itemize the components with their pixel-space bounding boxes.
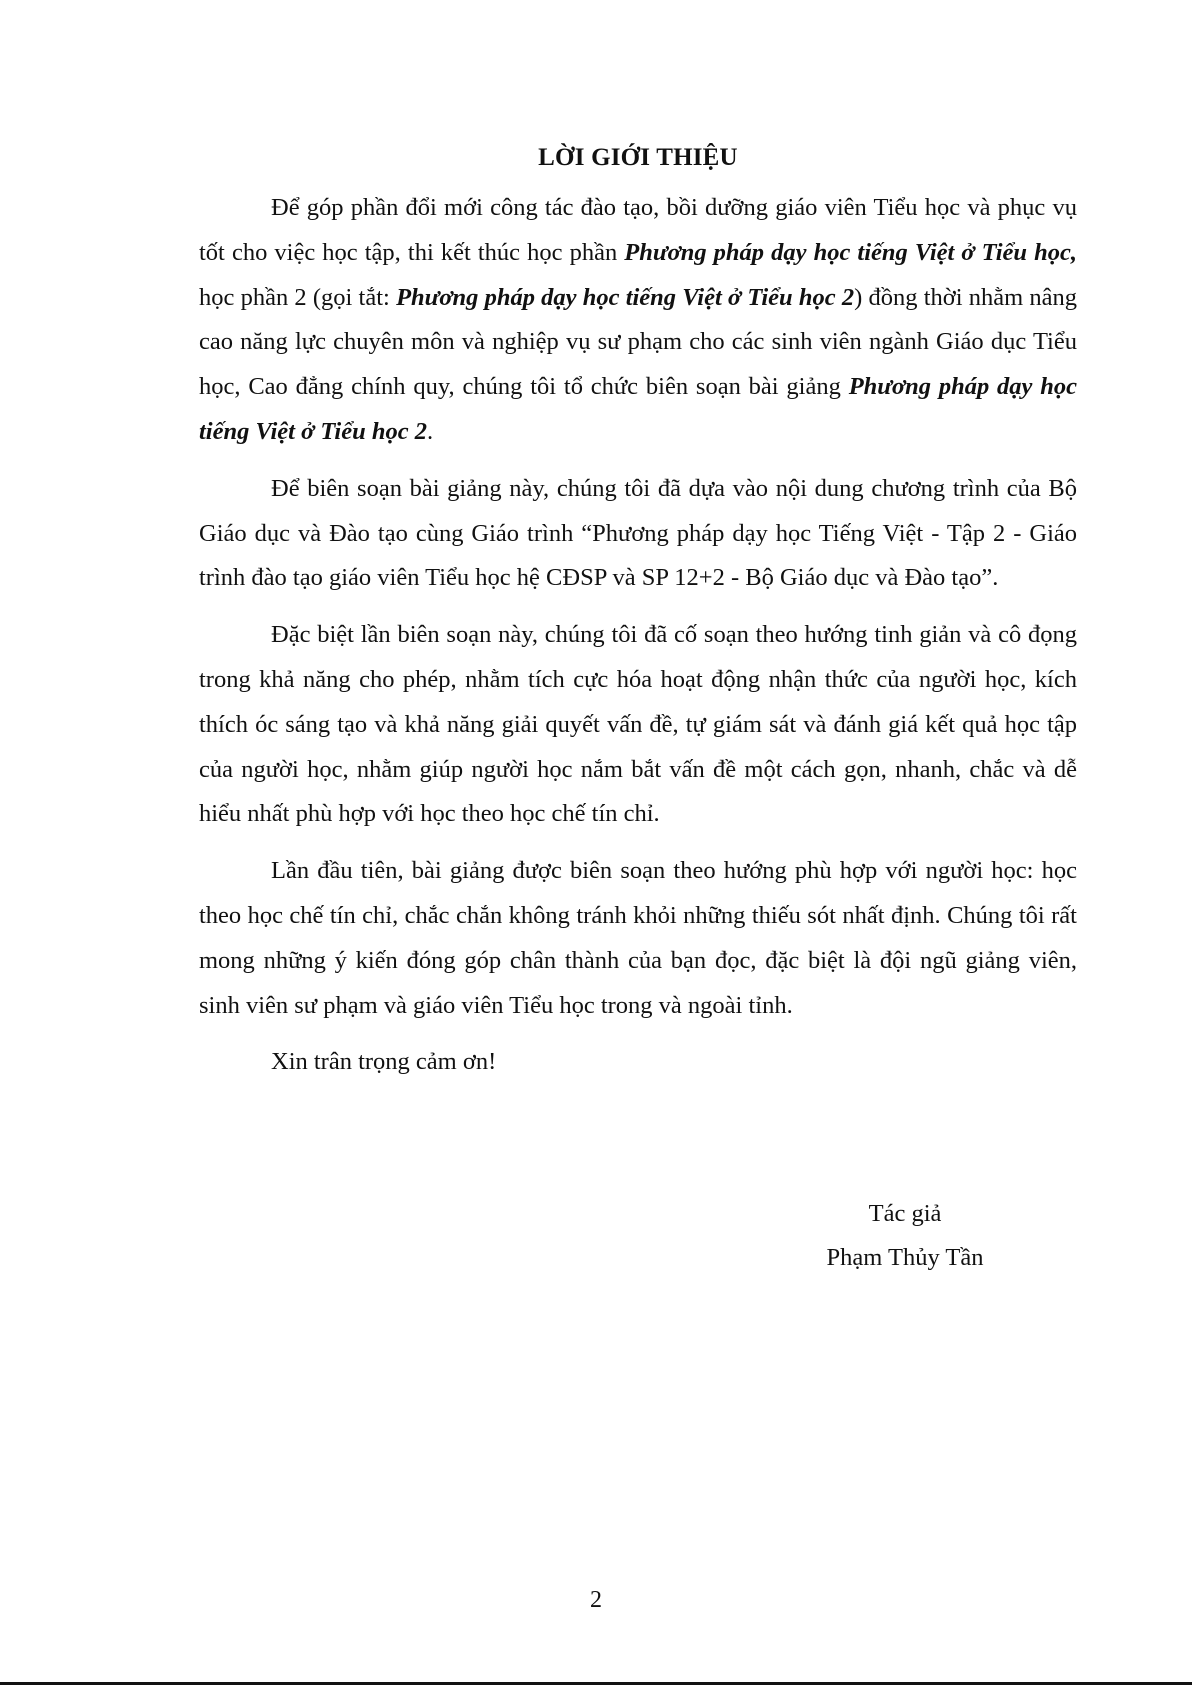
intro-paragraph-4: Lần đầu tiên, bài giảng được biên soạn theo hướng phù hợp với người học: học theo học chế tín chỉ, chắc chắn không tránh khỏi những thiếu sót nhất định. Chúng tôi rất mong những ý kiến đóng góp chân thành của bạn đọc, đặc biệt là đội ngũ giảng viên, sinh viên sư phạm và giáo viên Tiểu học trong và ngoài tỉnh.: [199, 857, 1077, 1019]
course-short-name-emphasis: Phương pháp dạy học tiếng Việt ở Tiểu học 2: [396, 283, 855, 311]
signature-name: Phạm Thủy Tần: [826, 1244, 984, 1271]
page-title: LỜI GIỚI THIỆU: [538, 144, 738, 171]
lecture-name-emphasis: Phương pháp dạy học tiếng Việt ở Tiểu học 2: [199, 373, 1077, 445]
intro-paragraph-2: Để biên soạn bài giảng này, chúng tôi đã dựa vào nội dung chương trình của Bộ Giáo dục và Đào tạo cùng Giáo trình “Phương pháp dạy học Tiếng Việt - Tập 2 - Giáo trình đào tạo giáo viên Tiểu học hệ CĐSP và SP 12+2 - Bộ Giáo dục và Đào tạo”.: [199, 474, 1077, 592]
course-name-emphasis: Phương pháp dạy học tiếng Việt ở Tiểu học,: [624, 238, 1077, 266]
paragraph-text: ) đồng thời nhằm nâng cao năng lực chuyên môn và nghiệp vụ sư phạm cho các sinh viên ngành Giáo dục Tiểu học, Cao đẳng chính quy, chúng tôi tổ chức biên soạn bài giảng: [199, 283, 1077, 401]
intro-paragraph-1: [199, 186, 1077, 455]
paragraph-text: Để góp phần đổi mới công tác đào tạo, bồi dưỡng giáo viên Tiểu học và phục vụ tốt cho việc học tập, thi kết thúc học phần: [199, 194, 1077, 266]
author-signature: [790, 1192, 1020, 1280]
signature-role: Tác giả: [868, 1200, 942, 1227]
document-body: [199, 138, 1077, 1085]
paragraph-text: học phần 2 (gọi tắt:: [199, 283, 397, 311]
closing-thanks: Xin trân trọng cảm ơn!: [271, 1048, 497, 1076]
intro-paragraph-3: Đặc biệt lần biên soạn này, chúng tôi đã cố soạn theo hướng tinh giản và cô đọng trong khả năng cho phép, nhằm tích cực hóa hoạt động nhận thức của người học, kích thích óc sáng tạo và khả năng giải quyết vấn đề, tự giám sát và đánh giá kết quả học tập của người học, nhằm giúp người học nắm bắt vấn đề một cách gọn, nhanh, chắc và dễ hiểu nhất phù hợp với học theo học chế tín chỉ.: [199, 621, 1077, 828]
page-number: 2: [590, 1587, 602, 1613]
paragraph-text: .: [426, 417, 434, 445]
